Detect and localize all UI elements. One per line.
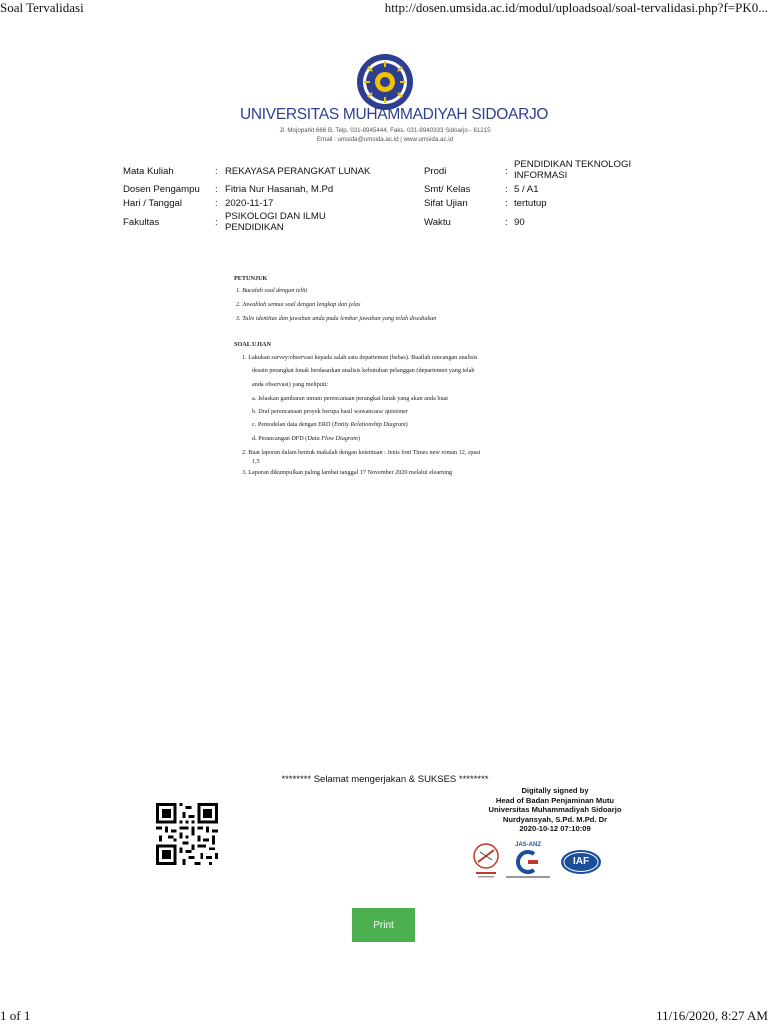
label-sifat-ujian: Sifat Ujian xyxy=(424,198,468,209)
value-fakultas: PSIKOLOGI DAN ILMU PENDIDIKAN xyxy=(225,211,326,233)
question-1-d: d. Perancangan DFD (Data Flow Diagram) xyxy=(252,435,360,442)
label-fakultas: Fakultas xyxy=(123,217,160,228)
print-header-title: Soal Tervalidasi xyxy=(0,0,84,15)
label-waktu: Waktu xyxy=(424,217,451,228)
certification-badge-icon xyxy=(472,842,500,882)
value-smt-kelas: 5 / A1 xyxy=(514,184,539,195)
colon: : xyxy=(505,166,508,177)
petunjuk-item: 3. Tulis identitas dan jawaban anda pada lembar jawaban yang telah disediakan xyxy=(236,315,437,322)
label-mata-kuliah: Mata Kuliah xyxy=(123,166,174,177)
question-1-b: b. Draf perencanaan proyek berupa hasil wawancara/ quisioner xyxy=(252,408,408,415)
university-name: UNIVERSITAS MUHAMMADIYAH SIDOARJO xyxy=(240,106,549,123)
value-mata-kuliah: REKAYASA PERANGKAT LUNAK xyxy=(225,166,371,177)
digital-signature: Digitally signed by Head of Badan Penjaminan Mutu Universitas Muhammadiyah Sidoarjo Nurdyansyah, S.Pd. M.Pd. Dr 2020-10-12 07:10:09 xyxy=(488,786,622,834)
iaf-logo: IAF xyxy=(560,849,602,875)
label-prodi: Prodi xyxy=(424,166,447,177)
print-button[interactable]: Print xyxy=(352,908,415,942)
question-1-c: c. Pemodelan data dengan ERD (Entity Relationship Diagram) xyxy=(252,421,408,428)
soal-heading: SOAL UJIAN xyxy=(234,341,271,348)
question-2-line: 2. Buat laporan dalam bentuk makalah dengan ketentuan : Jenis font Times new roman 12, spasi xyxy=(242,449,481,456)
qr-code-icon xyxy=(156,803,218,865)
print-footer-datetime: 11/16/2020, 8:27 AM xyxy=(656,1008,768,1023)
question-1-line: desain perangkat lunak berdasarkan analisis kebutuhan pelanggan (departemen yang telah xyxy=(252,367,475,374)
print-footer-page: 1 of 1 xyxy=(0,1008,31,1023)
value-waktu: 90 xyxy=(514,217,525,228)
question-3: 3. Laporan dikumpulkan paling lambat tanggal 17 November 2020 melalui elearning xyxy=(242,469,453,476)
colon: : xyxy=(215,166,218,177)
colon: : xyxy=(215,198,218,209)
label-smt-kelas: Smt/ Kelas xyxy=(424,184,471,195)
question-2-line: 1,5 xyxy=(252,458,260,465)
petunjuk-item: 1. Bacalah soal dengan teliti xyxy=(236,287,308,294)
print-header-url: http://dosen.umsida.ac.id/modul/uploadsoal/soal-tervalidasi.php?f=PK0... xyxy=(384,0,768,15)
motto-text: ******** Selamat mengerjakan & SUKSES ******** xyxy=(281,774,489,785)
colon: : xyxy=(505,217,508,228)
label-dosen-pengampu: Dosen Pengampu xyxy=(123,184,200,195)
colon: : xyxy=(215,217,218,228)
question-1-line: anda observasi) yang meliputi: xyxy=(252,381,329,388)
petunjuk-item: 2. Jawablah semua soal dengan lengkap dan jelas xyxy=(236,301,361,308)
question-1-a: a. Jelaskan gambaran umum perencanaan perangkat lunak yang akan anda buat xyxy=(252,395,449,402)
colon: : xyxy=(505,198,508,209)
petunjuk-heading: PETUNJUK xyxy=(234,275,268,282)
value-dosen-pengampu: Fitria Nur Hasanah, M.Pd xyxy=(225,184,334,195)
value-hari-tanggal: 2020-11-17 xyxy=(225,198,274,209)
value-sifat-ujian: tertutup xyxy=(514,198,547,209)
question-1-line: 1. Lakukan survey/observasi kepada salah satu departemen (bebas). Buatlah rancangan analisis xyxy=(242,354,478,361)
label-hari-tanggal: Hari / Tanggal xyxy=(123,198,183,209)
colon: : xyxy=(215,184,218,195)
value-prodi: PENDIDIKAN TEKNOLOGI INFORMASI xyxy=(514,159,632,181)
university-address: Jl. Mojopahit 666 B, Telp. 031-8945444, Faks. 031-8940333 Sidoarjo - 61215 Email : umsida@umsida.ac.id | www.umsida.ac.id xyxy=(279,127,491,143)
colon: : xyxy=(505,184,508,195)
jas-anz-icon xyxy=(514,850,542,874)
jas-anz-logo: JAS-ANZ xyxy=(502,842,554,882)
university-logo-icon xyxy=(355,52,415,112)
